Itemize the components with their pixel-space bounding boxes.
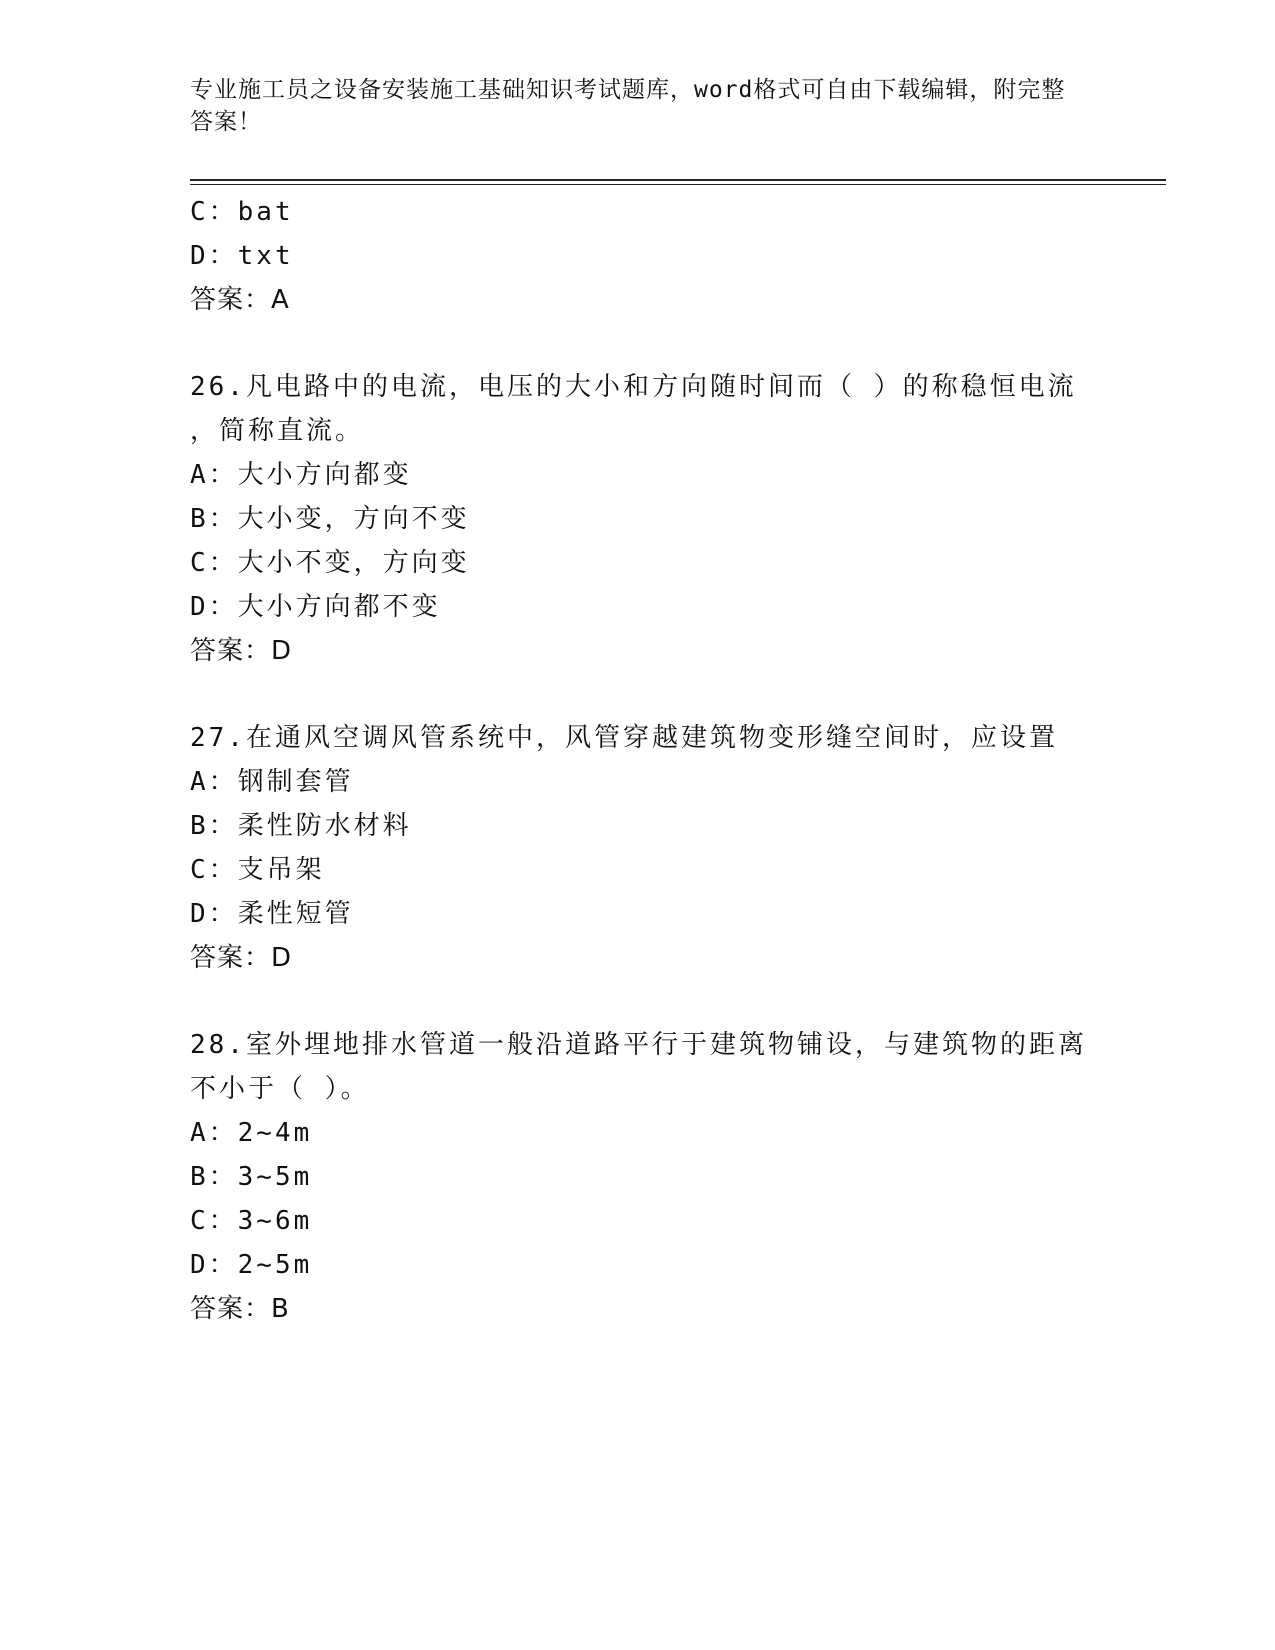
option-d: D：txt: [190, 241, 294, 271]
answer-line: 答案：B: [190, 1294, 290, 1324]
option-a: A：2~4m: [190, 1118, 313, 1148]
answer-line: 答案：A: [190, 285, 290, 315]
header-divider: [190, 179, 1166, 181]
question-stem-cont: 不小于（ ）。: [190, 1074, 370, 1104]
question-stem-cont: ，简称直流。: [190, 416, 365, 446]
document-header: 专业施工员之设备安装施工基础知识考试题库，word格式可自由下载编辑，附完整答案！: [190, 77, 1066, 135]
answer-line: 答案：D: [190, 636, 293, 666]
question-stem: 28.室外埋地排水管道一般沿道路平行于建筑物铺设，与建筑物的距离: [190, 1030, 1087, 1060]
option-c: C：3~6m: [190, 1206, 313, 1236]
option-b: B：柔性防水材料: [190, 811, 412, 841]
option-a: A：钢制套管: [190, 767, 354, 797]
option-d: D：大小方向都不变: [190, 592, 441, 622]
option-c: C：大小不变，方向变: [190, 548, 470, 578]
option-c: C：bat: [190, 197, 294, 227]
question-stem: 26.凡电路中的电流，电压的大小和方向随时间而（ ）的称稳恒电流: [190, 372, 1077, 402]
option-d: D：2~5m: [190, 1250, 313, 1280]
option-a: A：大小方向都变: [190, 460, 412, 490]
option-d: D：柔性短管: [190, 899, 354, 929]
option-c: C：支吊架: [190, 855, 325, 885]
question-stem: 27.在通风空调风管系统中，风管穿越建筑物变形缝空间时，应设置: [190, 723, 1058, 753]
option-b: B：3~5m: [190, 1162, 313, 1192]
option-b: B：大小变，方向不变: [190, 504, 470, 534]
header-divider-thin: [190, 184, 1166, 185]
answer-line: 答案：D: [190, 943, 293, 973]
